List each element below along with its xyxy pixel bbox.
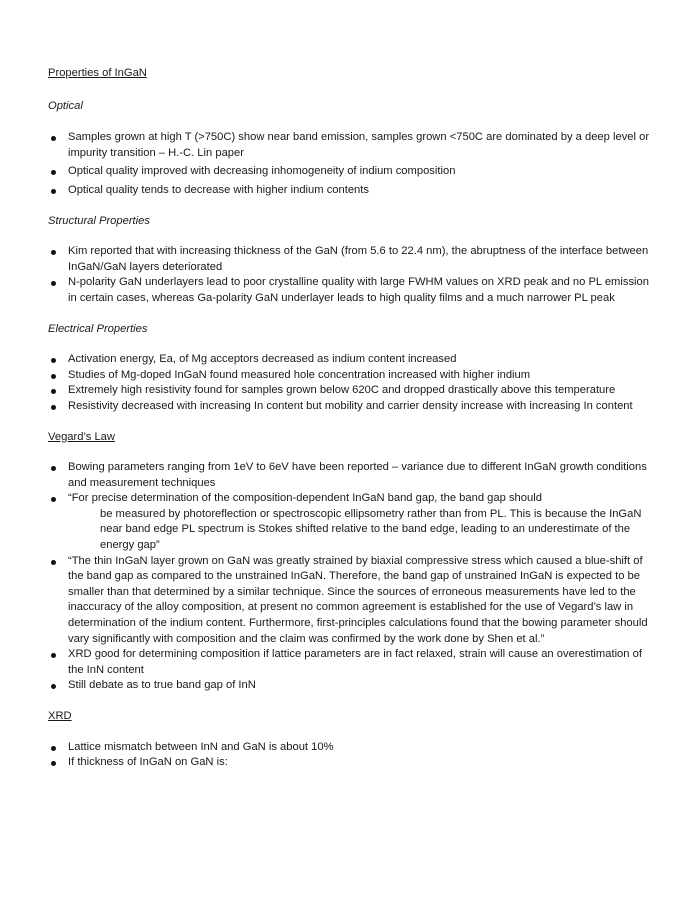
list-item: Optical quality improved with decreasing inhomogeneity of indium composition (48, 164, 658, 180)
optical-list (48, 130, 658, 198)
list-item: N-polarity GaN underlayers lead to poor crystalline quality with large FWHM values on XRD peak and no PL emission in certain cases, whereas Ga-polarity GaN underlayer leads to high quality films and a much narrower PL peak (48, 275, 658, 306)
list-item: If thickness of InGaN on GaN is: (48, 755, 658, 771)
list-item: Resistivity decreased with increasing In content but mobility and carrier density increase with increasing In content (48, 399, 658, 415)
document-title: Properties of InGaN (48, 67, 147, 79)
section-heading-vegard: Vegard’s Law (48, 430, 115, 443)
list-item: Extremely high resistivity found for samples grown below 620C and dropped drastically above this temperature (48, 383, 658, 399)
section-heading-optical: Optical (48, 99, 83, 112)
vegard-list (48, 460, 658, 694)
list-item: “The thin InGaN layer grown on GaN was greatly strained by biaxial compressive stress which caused a blue-shift of the band gap as compared to the unstrained InGaN. Therefore, the band gap of unstrained InGaN is expected to be smaller than that determined by a similar technique. Since the sources of erroneous measurements have led to the inaccuracy of the alloy composition, at present no common agreement is established for the use of Vegard’s law in determination of the indium content. Furthermore, first-principles calculations found that the bowing parameter should vary significantly with composition and the claim was confirmed by the work done by Shen et al.” (48, 554, 658, 648)
quote-first-line: “For precise determination of the composition-dependent InGaN band gap, the band gap should (68, 492, 542, 505)
section-heading-xrd: XRD (48, 710, 72, 722)
document-page (48, 66, 658, 771)
section-heading-structural: Structural Properties (48, 214, 150, 227)
structural-list (48, 244, 658, 306)
list-item (48, 491, 658, 553)
section-heading-electrical: Electrical Properties (48, 322, 148, 335)
list-item: Lattice mismatch between InN and GaN is about 10% (48, 740, 658, 756)
list-item: Still debate as to true band gap of InN (48, 678, 658, 694)
list-item: Samples grown at high T (>750C) show near band emission, samples grown <750C are dominated by a deep level or impurity transition – H.-C. Lin paper (48, 130, 658, 161)
list-item: XRD good for determining composition if lattice parameters are in fact relaxed, strain will cause an overestimation of the InN content (48, 647, 658, 678)
list-item: Bowing parameters ranging from 1eV to 6eV have been reported – variance due to different InGaN growth conditions and measurement techniques (48, 460, 658, 491)
list-item: Studies of Mg-doped InGaN found measured hole concentration increased with higher indium (48, 368, 658, 384)
xrd-list (48, 740, 658, 771)
list-item: Optical quality tends to decrease with higher indium contents (48, 183, 658, 199)
quote-continuation: be measured by photoreflection or spectroscopic ellipsometry rather than from PL. This is because the InGaN near band edge PL spectrum is Stokes shifted relative to the band edge, leading to an underestimate of the energy gap” (100, 507, 642, 552)
electrical-list (48, 352, 658, 414)
list-item: Kim reported that with increasing thickness of the GaN (from 5.6 to 22.4 nm), the abruptness of the interface between InGaN/GaN layers deteriorated (48, 244, 658, 275)
list-item: Activation energy, Ea, of Mg acceptors decreased as indium content increased (48, 352, 658, 368)
